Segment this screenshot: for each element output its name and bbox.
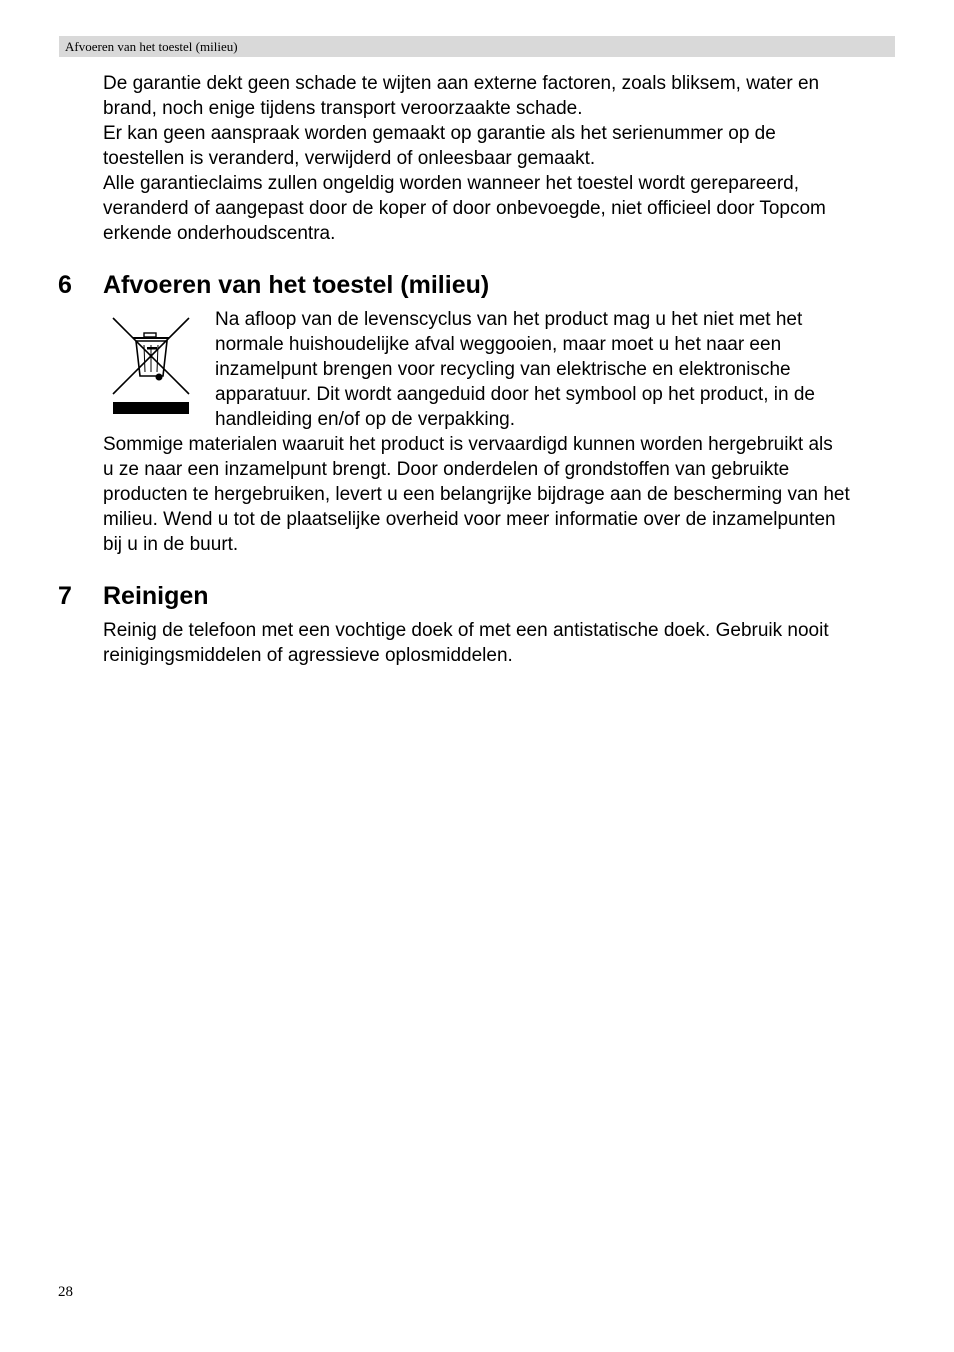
- weee-bin-icon: [111, 314, 191, 418]
- text-line: Reinig de telefoon met een vochtige doek of met een antistatische doek. Gebruik nooit: [103, 620, 829, 641]
- page-number: 28: [58, 1284, 73, 1300]
- section-6-icon-paragraph: [215, 307, 815, 432]
- text-line: apparatuur. Dit wordt aangeduid door het symbool op het product, in de: [215, 384, 815, 405]
- text-line: handleiding en/of op de verpakking.: [215, 409, 516, 430]
- text-line: producten te hergebruiken, levert u een belangrijke bijdrage aan de bescherming van het: [103, 484, 850, 505]
- section-title: Afvoeren van het toestel (milieu): [103, 271, 490, 299]
- running-header-title: Afvoeren van het toestel (milieu): [65, 39, 238, 54]
- text-line: De garantie dekt geen schade te wijten aan externe factoren, zoals bliksem, water en: [103, 73, 820, 94]
- text-line: veranderd of aangepast door de koper of door onbevoegde, niet officieel door Topcom: [103, 198, 826, 219]
- section-6-heading: [58, 270, 489, 300]
- section-title: Reinigen: [103, 582, 209, 610]
- text-line: Sommige materialen waaruit het product is vervaardigd kunnen worden hergebruikt als: [103, 434, 833, 455]
- text-line: Na afloop van de levenscyclus van het product mag u het niet met het: [215, 309, 803, 330]
- section-number: 6: [58, 271, 72, 299]
- warranty-paragraph: [103, 71, 826, 246]
- running-header: [59, 36, 895, 57]
- text-line: Alle garantieclaims zullen ongeldig worden wanneer het toestel wordt gerepareerd,: [103, 173, 800, 194]
- text-line: Er kan geen aanspraak worden gemaakt op garantie als het serienummer op de: [103, 123, 776, 144]
- text-line: reinigingsmiddelen of agressieve oplosmiddelen.: [103, 645, 513, 666]
- text-line: erkende onderhoudscentra.: [103, 223, 336, 244]
- text-line: toestellen is veranderd, verwijderd of onleesbaar gemaakt.: [103, 148, 596, 169]
- section-7-heading: [58, 581, 209, 611]
- text-line: milieu. Wend u tot de plaatselijke overheid voor meer informatie over de inzamelpunten: [103, 509, 836, 530]
- text-line: normale huishoudelijke afval weggooien, maar moet u het naar een: [215, 334, 782, 355]
- text-line: brand, noch enige tijdens transport veroorzaakte schade.: [103, 98, 583, 119]
- section-7-body-paragraph: [103, 618, 829, 668]
- text-line: u ze naar een inzamelpunt brengt. Door onderdelen of grondstoffen van gebruikte: [103, 459, 790, 480]
- text-line: inzamelpunt brengen voor recycling van elektrische en elektronische: [215, 359, 791, 380]
- text-line: bij u in de buurt.: [103, 534, 239, 555]
- section-6-body-paragraph: [103, 432, 850, 557]
- section-number: 7: [58, 582, 72, 610]
